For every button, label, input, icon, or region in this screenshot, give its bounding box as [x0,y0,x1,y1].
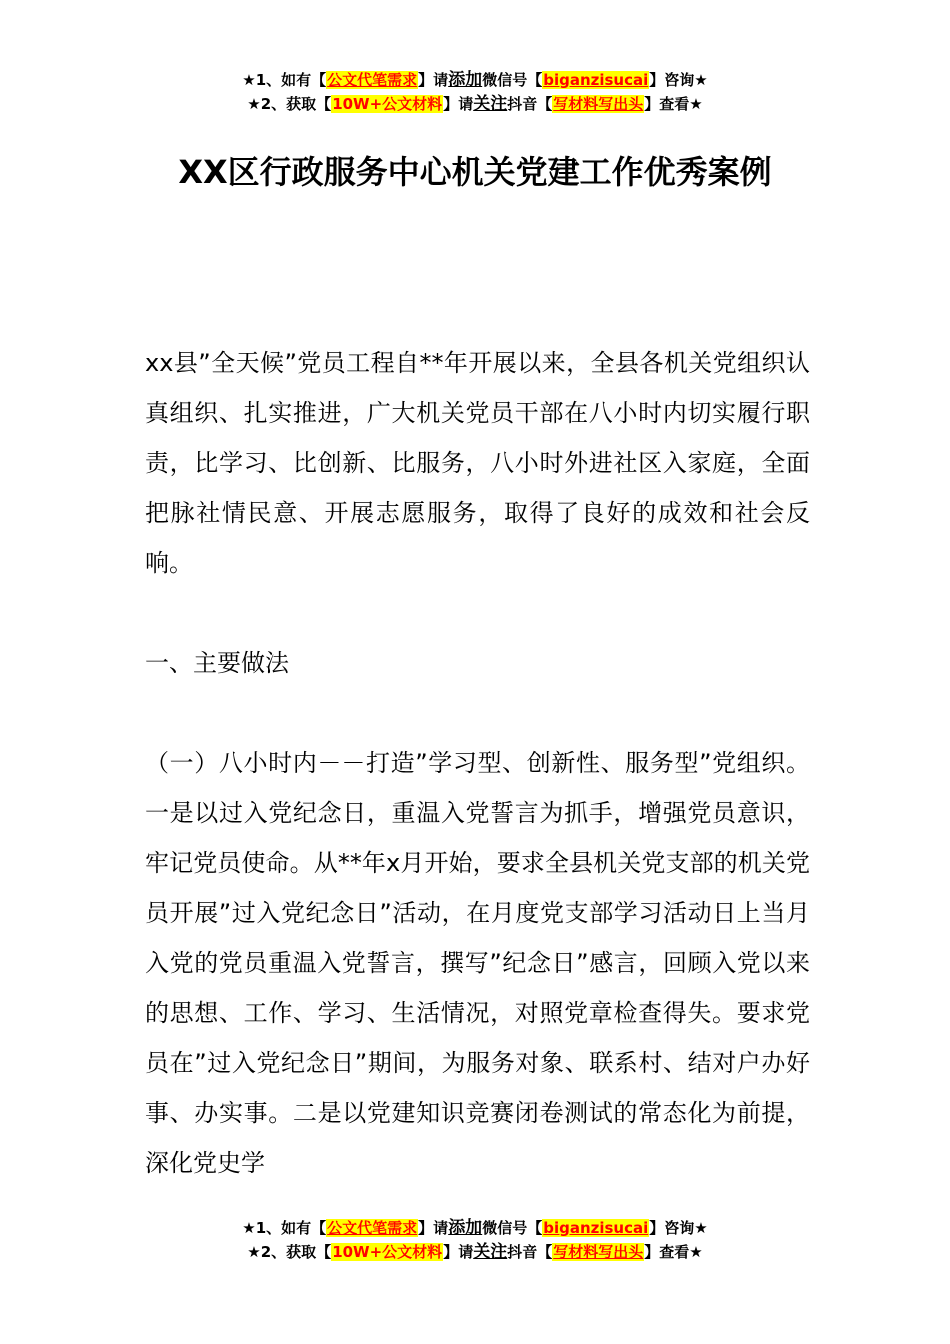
banner-line-2 [0,1240,950,1264]
banner-text: ★2、获取【 [247,1243,332,1261]
banner-emphasis: 关注 [473,1242,508,1262]
banner-emphasis: 添加 [448,1218,483,1238]
banner-line-1 [0,68,950,92]
banner-text: 】咨询★ [649,1219,708,1237]
banner-text: 微信号【 [482,71,543,89]
banner-text: 】查看★ [644,95,703,113]
banner-text: 】请 [418,1219,449,1237]
banner-wechat-id: biganzisucai [543,71,649,89]
banner-wechat-id: biganzisucai [543,1219,649,1237]
banner-text: 抖音【 [507,1243,553,1261]
banner-text: ★1、如有【 [242,1219,327,1237]
banner-text: 微信号【 [482,1219,543,1237]
banner-highlight: 10W+公文材料 [332,95,443,113]
banner-text: 】咨询★ [649,71,708,89]
section-paragraph: （一）八小时内－－打造”学习型、创新性、服务型”党组织。一是以过入党纪念日，重温入党誓言为抓手，增强党员意识，牢记党员使命。从**年x月开始，要求全县机关党支部的机关党员开展”过入党纪念日”活动，在月度党支部学习活动日上当月入党的党员重温入党誓言，撰写”纪念日”感言，回顾入党以来的思想、工作、学习、生活情况，对照党章检查得失。要求党员在”过入党纪念日”期间，为服务对象、联系村、结对户办好事、办实事。二是以党建知识竞赛闭卷测试的常态化为前提，深化党史学 [145,749,810,1177]
banner-text: 】请 [418,71,449,89]
banner-line-1 [0,1216,950,1240]
banner-highlight: 公文代笔需求 [327,1219,418,1237]
banner-douyin-id: 写材料写出头 [553,1243,644,1261]
banner-text: 】请 [443,95,474,113]
banner-emphasis: 添加 [448,70,483,90]
banner-text: ★1、如有【 [242,71,327,89]
header-banner [0,68,950,116]
banner-highlight: 公文代笔需求 [327,71,418,89]
banner-line-2 [0,92,950,116]
banner-text: 】请 [443,1243,474,1261]
document-title: XX区行政服务中心机关党建工作优秀案例 [178,153,772,191]
banner-douyin-id: 写材料写出头 [553,95,644,113]
banner-emphasis: 关注 [473,94,508,114]
banner-highlight: 10W+公文材料 [332,1243,443,1261]
banner-text: 】查看★ [644,1243,703,1261]
section-heading: 一、主要做法 [145,649,289,677]
footer-banner [0,1216,950,1264]
banner-text: ★2、获取【 [247,95,332,113]
intro-paragraph: xx县”全天候”党员工程自**年开展以来，全县各机关党组织认真组织、扎实推进，广大机关党员干部在八小时内切实履行职责，比学习、比创新、比服务，八小时外进社区入家庭，全面把脉社情民意、开展志愿服务，取得了良好的成效和社会反响。 [145,349,810,577]
banner-text: 抖音【 [507,95,553,113]
